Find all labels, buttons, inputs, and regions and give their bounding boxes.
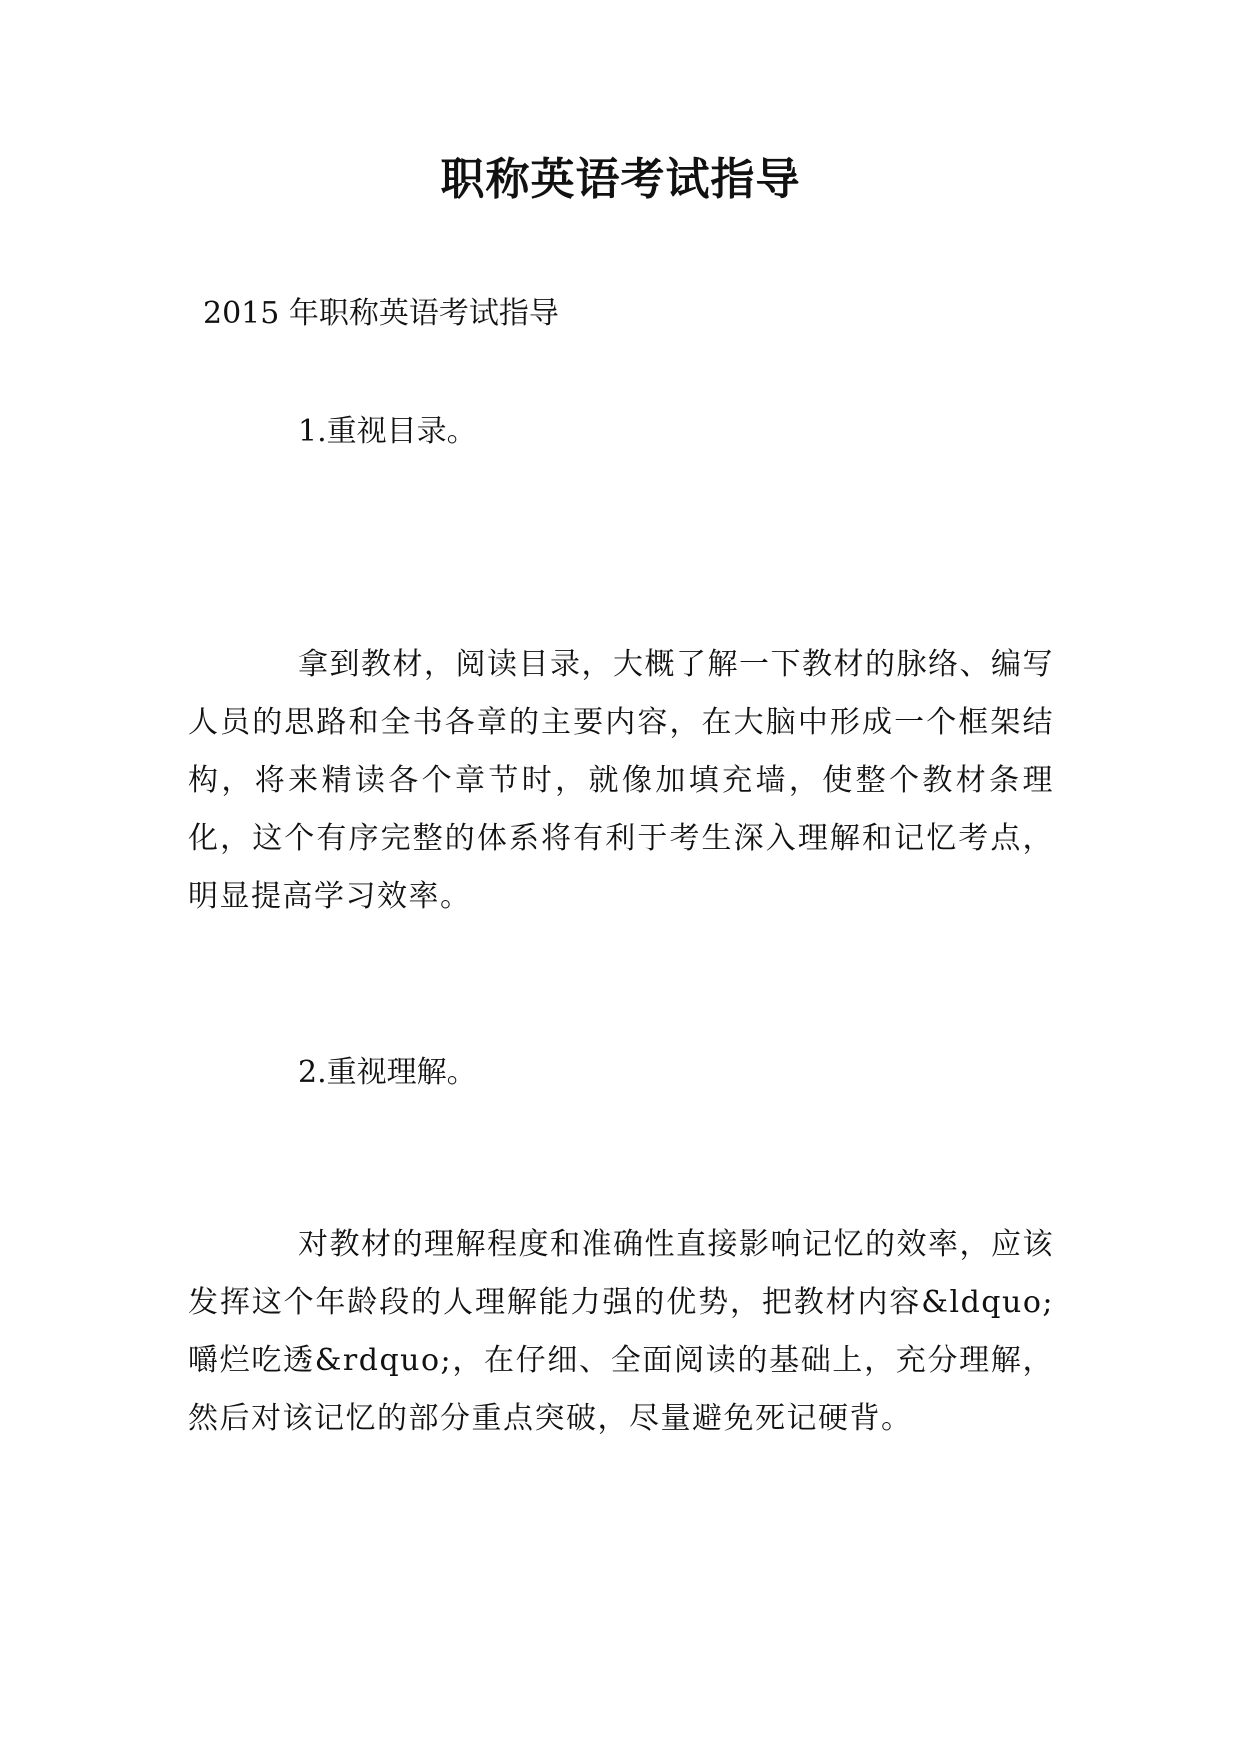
document-title: 职称英语考试指导	[440, 154, 801, 205]
section-heading-1: 1.重视目录。	[298, 414, 477, 449]
section-paragraph-2: 对教材的理解程度和准确性直接影响记忆的效率，应该发挥这个年龄段的人理解能力强的优势，把教材内容&ldquo;嚼烂吃透&rdquo;，在仔细、全面阅读的基础上，充分理解，然后对该记忆的部分重点突破，尽量避免死记硬背。	[188, 1227, 1054, 1436]
section-paragraph-1: 拿到教材，阅读目录，大概了解一下教材的脉络、编写人员的思路和全书各章的主要内容，在大脑中形成一个框架结构，将来精读各个章节时，就像加填充墙，使整个教材条理化，这个有序完整的体系将有利于考生深入理解和记忆考点，明显提高学习效率。	[188, 647, 1054, 914]
document-subtitle: 2015 年职称英语考试指导	[203, 296, 559, 331]
section-heading-2: 2.重视理解。	[298, 1055, 477, 1090]
